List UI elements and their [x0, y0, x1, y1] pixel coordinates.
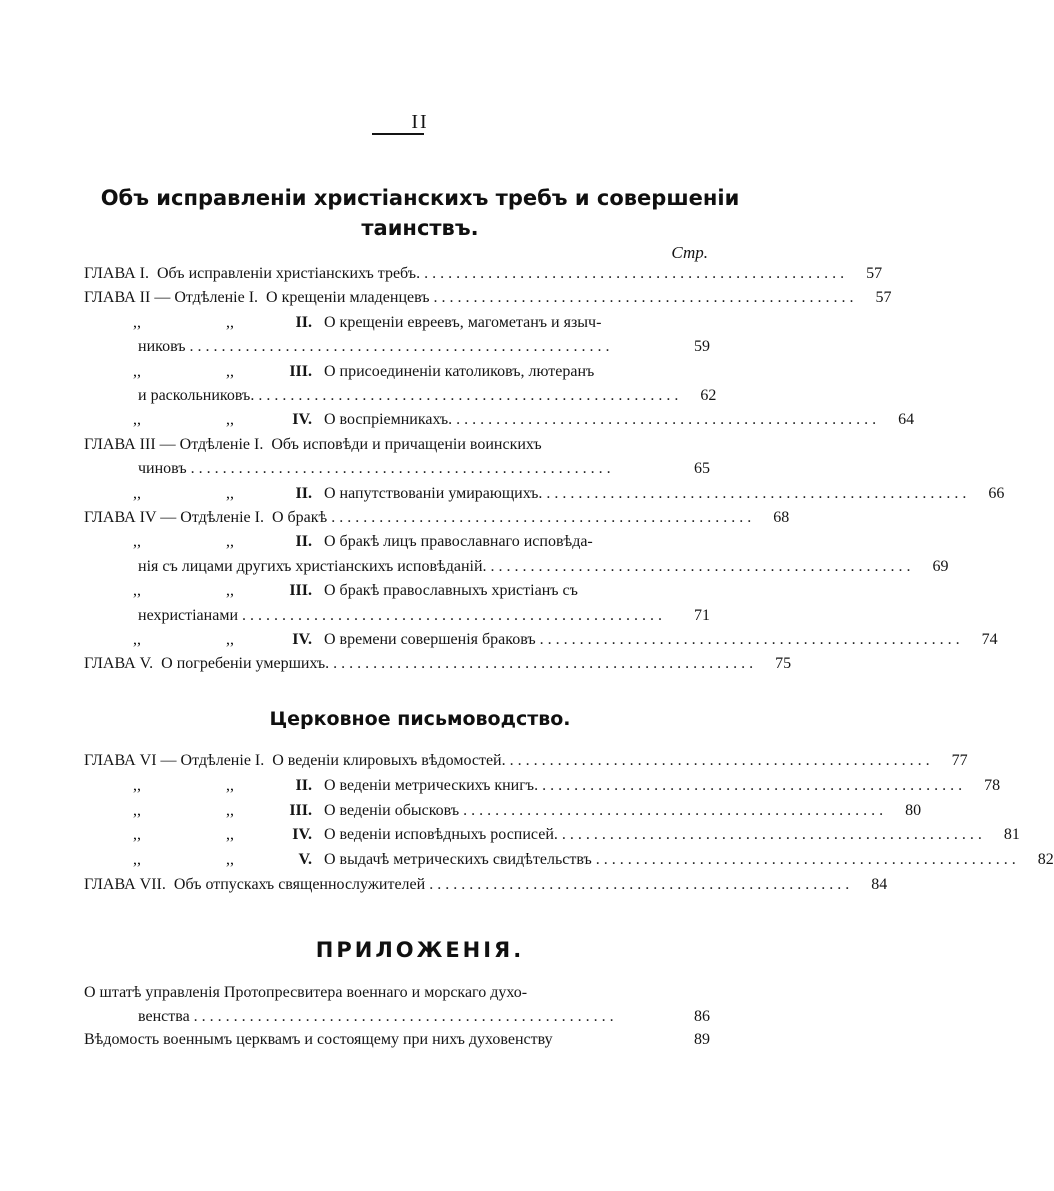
chapter-label: ГЛАВА VI — Отдѣленіе I. — [84, 752, 265, 769]
entry-title: О времени совершенія браковъ — [324, 631, 536, 648]
ditto-mark: ,, — [226, 582, 234, 600]
page-ref: 57 — [875, 289, 892, 307]
page-ref: 81 — [1003, 826, 1020, 844]
chapter-label: ГЛАВА V. — [84, 655, 154, 673]
entry-title: Объ исповѣди и причащеніи воинскихъ — [271, 435, 542, 453]
toc-entry — [84, 653, 792, 675]
ditto-mark: ,, — [226, 826, 234, 844]
page-ref: 69 — [932, 557, 949, 575]
chapter-label: ,, — [133, 362, 141, 380]
leader-dots: . . . . . . . . . . . . . . . . . . . . . . . . . . . . . . . . . . . . . . . . . . . . . . . . . . . . . — [490, 557, 911, 575]
ditto-mark: ,, — [226, 484, 234, 502]
entry-title: О крещеніи евреевъ, магометанъ и языч- — [324, 313, 602, 331]
ditto-mark: ,, — [226, 411, 234, 429]
chapter-label: ,, — [133, 313, 141, 331]
leader-dots: . . . . . . . . . . . . . . . . . . . . . . . . . . . . . . . . . . . . . . . . . . . . . . . . . . . . . — [542, 776, 963, 794]
page-ref: 86 — [694, 1007, 710, 1025]
page-ref: 82 — [1037, 851, 1054, 869]
page-ref: 66 — [988, 484, 1005, 502]
chapter-label: ,, — [133, 582, 141, 600]
page-ref: 59 — [694, 338, 710, 356]
page-ref: 77 — [951, 752, 968, 769]
subsection-number: II. — [295, 533, 312, 551]
subsection-number: II. — [295, 313, 312, 331]
entry-title-continuation: и раскольниковъ. — [138, 387, 255, 404]
page-ref: 75 — [775, 655, 792, 673]
chapter-label: ГЛАВА IV — Отдѣленіе I. — [84, 509, 264, 526]
chapter-label: ,, — [133, 631, 141, 648]
section-heading-records: Церковное письмоводство. — [269, 708, 571, 730]
toc-entry — [84, 361, 710, 383]
toc-entry — [84, 629, 998, 651]
entry-title-continuation: никовъ — [138, 338, 186, 356]
entry-title-continuation: чиновъ — [138, 460, 187, 478]
subsection-number: IV. — [292, 411, 312, 429]
entry-title: О крещеніи младенцевъ — [266, 289, 430, 307]
entry-title-continuation: нехристіанами — [138, 606, 239, 624]
toc-entry — [138, 336, 710, 358]
leader-dots: . . . . . . . . . . . . . . . . . . . . . . . . . . . . . . . . . . . . . . . . . . . . . . . . . . . . . — [595, 851, 1016, 869]
leader-dots: . . . . . . . . . . . . . . . . . . . . . . . . . . . . . . . . . . . . . . . . . . . . . . . . . . . . . — [429, 876, 850, 893]
page-ref: 57 — [866, 265, 883, 282]
page-ref: 71 — [694, 606, 710, 624]
entry-title: О присоединеніи католиковъ, лютеранъ — [324, 362, 595, 380]
page-ref: 78 — [984, 776, 1001, 794]
leader-dots: . . . . . . . . . . . . . . . . . . . . . . . . . . . . . . . . . . . . . . . . . . . . . . . . . . . . . — [331, 509, 752, 526]
leader-dots: . . . . . . . . . . . . . . . . . . . . . . . . . . . . . . . . . . . . . . . . . . . . . . . . . . . . . — [189, 338, 610, 356]
toc-entry — [84, 874, 888, 896]
entry-title: Вѣдомость военнымъ церквамъ и состоящему при нихъ духовенству — [84, 1031, 553, 1048]
subsection-number: III. — [289, 362, 312, 380]
leader-dots: . . . . . . . . . . . . . . . . . . . . . . . . . . . . . . . . . . . . . . . . . . . . . . . . . . . . . — [539, 631, 960, 648]
toc-entry — [84, 483, 1005, 505]
leader-dots: . . . . . . . . . . . . . . . . . . . . . . . . . . . . . . . . . . . . . . . . . . . . . . . . . . . . . — [258, 387, 679, 404]
toc-entry — [138, 385, 717, 407]
page-number: II — [411, 111, 429, 133]
chapter-label: ,, — [133, 411, 141, 429]
chapter-label: ГЛАВА I. — [84, 265, 149, 282]
entry-title: О веденіи метрическихъ книгъ. — [324, 776, 539, 794]
toc-entry — [138, 556, 949, 578]
entry-title-continuation: венства — [138, 1007, 190, 1025]
leader-dots: . . . . . . . . . . . . . . . . . . . . . . . . . . . . . . . . . . . . . . . . . . . . . . . . . . . . . — [424, 265, 845, 282]
subsection-number: IV. — [292, 826, 312, 844]
subsection-number: IV. — [292, 631, 312, 648]
toc-entry — [84, 434, 710, 456]
section-heading-line1: Объ исправленіи христіанскихъ требъ и совершеніи — [100, 186, 740, 210]
toc-entry — [84, 775, 1001, 797]
leader-dots: . . . . . . . . . . . . . . . . . . . . . . . . . . . . . . . . . . . . . . . . . . . . . . . . . . . . . — [433, 289, 854, 307]
entry-title-continuation: нія съ лицами другихъ христіанскихъ исповѣданій. — [138, 557, 487, 575]
leader-dots: . . . . . . . . . . . . . . . . . . . . . . . . . . . . . . . . . . . . . . . . . . . . . . . . . . . . . — [242, 606, 663, 624]
toc-entry — [84, 824, 1020, 846]
toc-entry — [84, 800, 922, 822]
section-heading-line2: таинствъ. — [361, 216, 479, 240]
toc-entry — [84, 263, 883, 285]
entry-title: О веденіи исповѣдныхъ росписей. — [324, 826, 558, 844]
chapter-label: ГЛАВА II — Отдѣленіе I. — [84, 289, 259, 307]
subsection-number: V. — [298, 851, 312, 869]
entry-title: О веденіи обысковъ — [324, 801, 460, 819]
toc-entry — [84, 531, 710, 553]
chapter-label: ,, — [133, 776, 141, 794]
entry-title: О погребеніи умершихъ. — [161, 655, 330, 673]
page-ref: 80 — [905, 801, 922, 819]
page-ref: 74 — [981, 631, 998, 648]
leader-dots: . . . . . . . . . . . . . . . . . . . . . . . . . . . . . . . . . . . . . . . . . . . . . . . . . . . . . — [546, 484, 967, 502]
subsection-number: II. — [295, 484, 312, 502]
subsection-number: III. — [289, 801, 312, 819]
entry-title: Объ отпускахъ священнослужителей — [173, 876, 426, 893]
ditto-mark: ,, — [226, 362, 234, 380]
toc-entry — [84, 849, 1054, 871]
toc-entry — [138, 605, 710, 627]
toc-entry — [84, 507, 790, 529]
toc-entry — [138, 1006, 710, 1028]
toc-entry — [138, 458, 710, 480]
entry-title: О напутствованіи умирающихъ. — [324, 484, 543, 502]
entry-title: О веденіи клировыхъ вѣдомостей. — [272, 752, 506, 769]
subsection-number: II. — [295, 776, 312, 794]
ditto-mark: ,, — [226, 313, 234, 331]
entry-title: О бракѣ — [271, 509, 328, 526]
page-ref: 64 — [898, 411, 915, 429]
section-heading-appendices: ПРИЛОЖЕНІЯ. — [315, 938, 525, 962]
page-ref: 68 — [773, 509, 790, 526]
entry-title: О воспріемникахъ. — [324, 411, 453, 429]
chapter-label: ГЛАВА III — Отдѣленіе I. — [84, 435, 264, 453]
ditto-mark: ,, — [226, 533, 234, 551]
toc-entry — [84, 312, 710, 334]
page-ref: 84 — [871, 876, 888, 893]
leader-dots: . . . . . . . . . . . . . . . . . . . . . . . . . . . . . . . . . . . . . . . . . . . . . . . . . . . . . — [456, 411, 877, 429]
entry-title: О выдачѣ метрическихъ свидѣтельствъ — [324, 851, 592, 869]
leader-dots: . . . . . . . . . . . . . . . . . . . . . . . . . . . . . . . . . . . . . . . . . . . . . . . . . . . . . — [561, 826, 982, 844]
chapter-label: ,, — [133, 801, 141, 819]
toc-entry — [84, 580, 710, 602]
page-ref: 89 — [694, 1031, 710, 1048]
ditto-mark: ,, — [226, 631, 234, 648]
ditto-mark: ,, — [226, 801, 234, 819]
page-ref: 62 — [700, 387, 717, 404]
leader-dots: . . . . . . . . . . . . . . . . . . . . . . . . . . . . . . . . . . . . . . . . . . . . . . . . . . . . . — [463, 801, 884, 819]
leader-dots: . . . . . . . . . . . . . . . . . . . . . . . . . . . . . . . . . . . . . . . . . . . . . . . . . . . . . — [190, 460, 611, 478]
toc-entry — [84, 409, 915, 431]
chapter-label: ,, — [133, 484, 141, 502]
chapter-label: ,, — [133, 533, 141, 551]
entry-title: О бракѣ лицъ православнаго исповѣда- — [324, 533, 593, 551]
entry-title: О бракѣ православныхъ христіанъ съ — [324, 582, 578, 600]
chapter-label: ГЛАВА VII. — [84, 876, 166, 893]
ditto-mark: ,, — [226, 851, 234, 869]
toc-entry — [84, 1029, 710, 1051]
ditto-mark: ,, — [226, 776, 234, 794]
page-column-label: Стр. — [671, 243, 708, 262]
chapter-label: ,, — [133, 851, 141, 869]
subsection-number: III. — [289, 582, 312, 600]
leader-dots: . . . . . . . . . . . . . . . . . . . . . . . . . . . . . . . . . . . . . . . . . . . . . . . . . . . . . — [509, 752, 930, 769]
chapter-label: ,, — [133, 826, 141, 844]
page-ref: 65 — [694, 460, 710, 478]
toc-entry — [84, 287, 892, 309]
toc-entry — [84, 982, 710, 1004]
entry-title: О штатѣ управленія Протопресвитера военнаго и морскаго духо- — [84, 984, 528, 1001]
page-number-underline — [372, 133, 424, 135]
entry-title: Объ исправленіи христіанскихъ требъ. — [157, 265, 421, 282]
leader-dots: . . . . . . . . . . . . . . . . . . . . . . . . . . . . . . . . . . . . . . . . . . . . . . . . . . . . . — [193, 1007, 614, 1025]
leader-dots: . . . . . . . . . . . . . . . . . . . . . . . . . . . . . . . . . . . . . . . . . . . . . . . . . . . . . — [333, 655, 754, 673]
toc-entry — [84, 750, 968, 772]
